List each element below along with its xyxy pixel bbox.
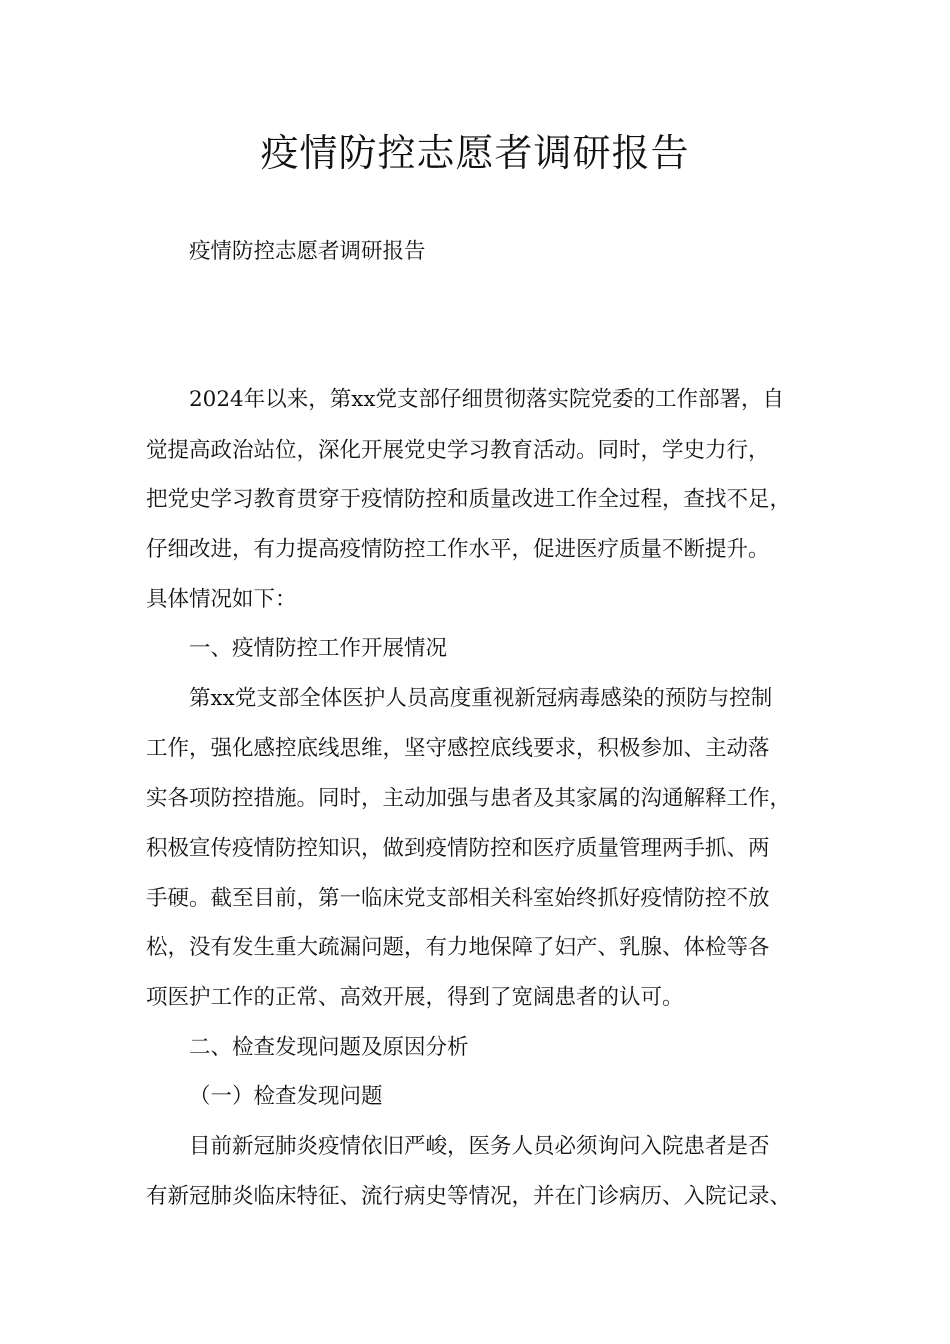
paragraph-line: 目前新冠肺炎疫情依旧严峻，医务人员必须询问入院患者是否 — [189, 1134, 770, 1159]
paragraph-line: 松，没有发生重大疏漏问题，有力地保障了妇产、乳腺、体检等各 — [146, 935, 770, 960]
paragraph-line: 仔细改进，有力提高疫情防控工作水平，促进医疗质量不断提升。 — [146, 537, 770, 562]
document-subtitle: 疫情防控志愿者调研报告 — [189, 239, 426, 264]
paragraph-line: 项医护工作的正常、高效开展，得到了宽阔患者的认可。 — [146, 985, 684, 1010]
paragraph-line: 具体情况如下： — [146, 587, 297, 612]
paragraph-line: 把党史学习教育贯穿于疫情防控和质量改进工作全过程，查找不足， — [146, 487, 792, 512]
subsection-heading: （一）检查发现问题 — [189, 1084, 383, 1109]
section-heading: 一、疫情防控工作开展情况 — [189, 636, 448, 661]
section-heading: 二、检查发现问题及原因分析 — [189, 1035, 469, 1060]
paragraph-line: 觉提高政治站位，深化开展党史学习教育活动。同时，学史力行， — [146, 438, 770, 463]
paragraph-line: 手硬。截至目前，第一临床党支部相关科室始终抓好疫情防控不放 — [146, 886, 770, 911]
paragraph-line: 工作，强化感控底线思维，坚守感控底线要求，积极参加、主动落 — [146, 736, 770, 761]
paragraph-line: 2024年以来，第xx党支部仔细贯彻落实院党委的工作部署，自 — [189, 387, 784, 412]
paragraph-line: 实各项防控措施。同时，主动加强与患者及其家属的沟通解释工作， — [146, 786, 792, 811]
paragraph-line: 有新冠肺炎临床特征、流行病史等情况，并在门诊病历、入院记录、 — [146, 1184, 792, 1209]
document-title: 疫情防控志愿者调研报告 — [260, 131, 690, 175]
paragraph-line: 积极宣传疫情防控知识，做到疫情防控和医疗质量管理两手抓、两 — [146, 836, 770, 861]
paragraph-line: 第xx党支部全体医护人员高度重视新冠病毒感染的预防与控制 — [189, 686, 773, 711]
